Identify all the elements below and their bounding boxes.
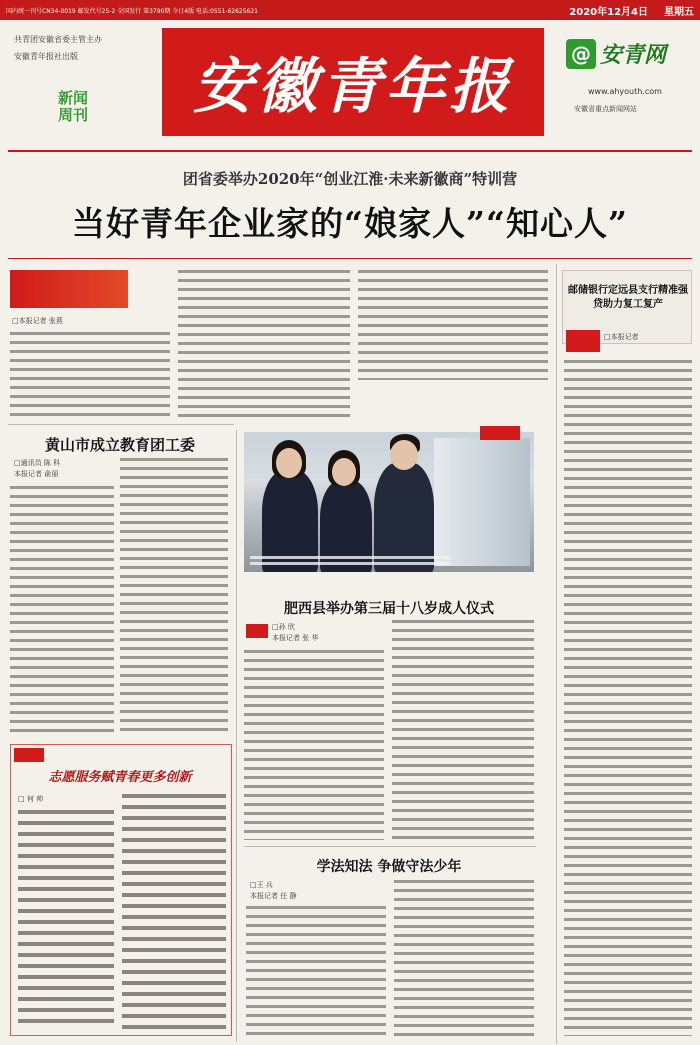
photo-machine (434, 438, 530, 566)
site-logo-text: 安青网 (600, 43, 667, 68)
law-title: 学法知法 争做守法少年 (316, 859, 462, 875)
headline-kicker: 团省委举办2020年“创业江淮·未来新徽商”特训营 (182, 170, 518, 188)
site-group: 安徽省重点新闻网站 (574, 105, 637, 113)
newspaper-title: 安徽青年报 (193, 52, 513, 122)
site-url[interactable]: www.ahyouth.com (588, 87, 662, 96)
masthead-left (14, 34, 154, 68)
hefei-text-col2 (392, 620, 534, 840)
publisher-text: 安徽青年报社出版 (14, 52, 78, 61)
opinion-byline: □ 何 帅 (18, 795, 44, 803)
opinion-title: 志愿服务赋青春更多创新 (48, 770, 192, 785)
section-rule-mid (244, 846, 536, 847)
column-separator-2 (236, 430, 237, 1042)
hefei-byline: □孙 欣 本报记者 张 华 (272, 623, 319, 642)
huangshan-text-col2 (120, 458, 228, 736)
headline-rule (8, 258, 692, 259)
headline-main: 当好青年企业家的“娘家人”“知心人” (72, 204, 628, 243)
law-text-col2 (394, 880, 534, 1038)
lead-byline: □本报记者 张燕 (12, 317, 63, 325)
opinion-text-col1 (18, 810, 114, 1030)
right-article-title: 邮储银行定远县支行精准强贷助力复工复产 (568, 285, 688, 310)
section-rule-left (8, 424, 234, 425)
law-text-col1 (246, 906, 386, 1038)
lead-article-banner (10, 270, 128, 308)
hefei-badge (246, 624, 268, 638)
hefei-title: 肥西县举办第三届十八岁成人仪式 (284, 601, 494, 617)
lead-text-col3 (358, 270, 548, 380)
right-article-badge (566, 330, 600, 352)
photo-caption (250, 556, 450, 568)
hefei-text-col1 (244, 650, 384, 840)
top-info-bar (0, 0, 700, 20)
huangshan-text-col1 (10, 486, 114, 736)
opinion-badge (14, 748, 44, 762)
photo-face-3 (390, 440, 418, 470)
huangshan-byline: □通讯员 陈 科 本报记者 俞丽 (14, 459, 61, 478)
opinion-text-col2 (122, 794, 226, 1030)
lead-text-col1 (10, 332, 170, 422)
sponsor-text: 共青团安徽省委主管主办 (14, 35, 102, 44)
photo-badge (480, 426, 520, 440)
issue-info: 国内统一刊号CN34-0019 邮发代号25-2 全国发行 第3790期 今日4版 电话:0551-62625621 (6, 7, 258, 15)
law-byline: □王 兵 本报记者 任 静 (250, 881, 297, 900)
masthead-rule (8, 150, 692, 152)
newspaper-title-box (162, 28, 544, 136)
at-logo-icon: @ (566, 39, 596, 69)
right-article-text (564, 360, 692, 1036)
right-article-byline: □本报记者 (604, 333, 639, 341)
column-separator (556, 264, 557, 1044)
news-photo (244, 432, 534, 572)
photo-face-2 (332, 458, 356, 486)
edition-label: 新闻周刊 (58, 89, 89, 124)
masthead-right (566, 38, 696, 114)
photo-face-1 (276, 448, 302, 478)
masthead (0, 20, 700, 142)
lead-text-col2 (178, 270, 350, 420)
huangshan-title: 黄山市成立教育团工委 (44, 436, 195, 454)
issue-weekday: 星期五 (664, 6, 694, 18)
issue-date: 2020年12月4日 (569, 6, 648, 18)
